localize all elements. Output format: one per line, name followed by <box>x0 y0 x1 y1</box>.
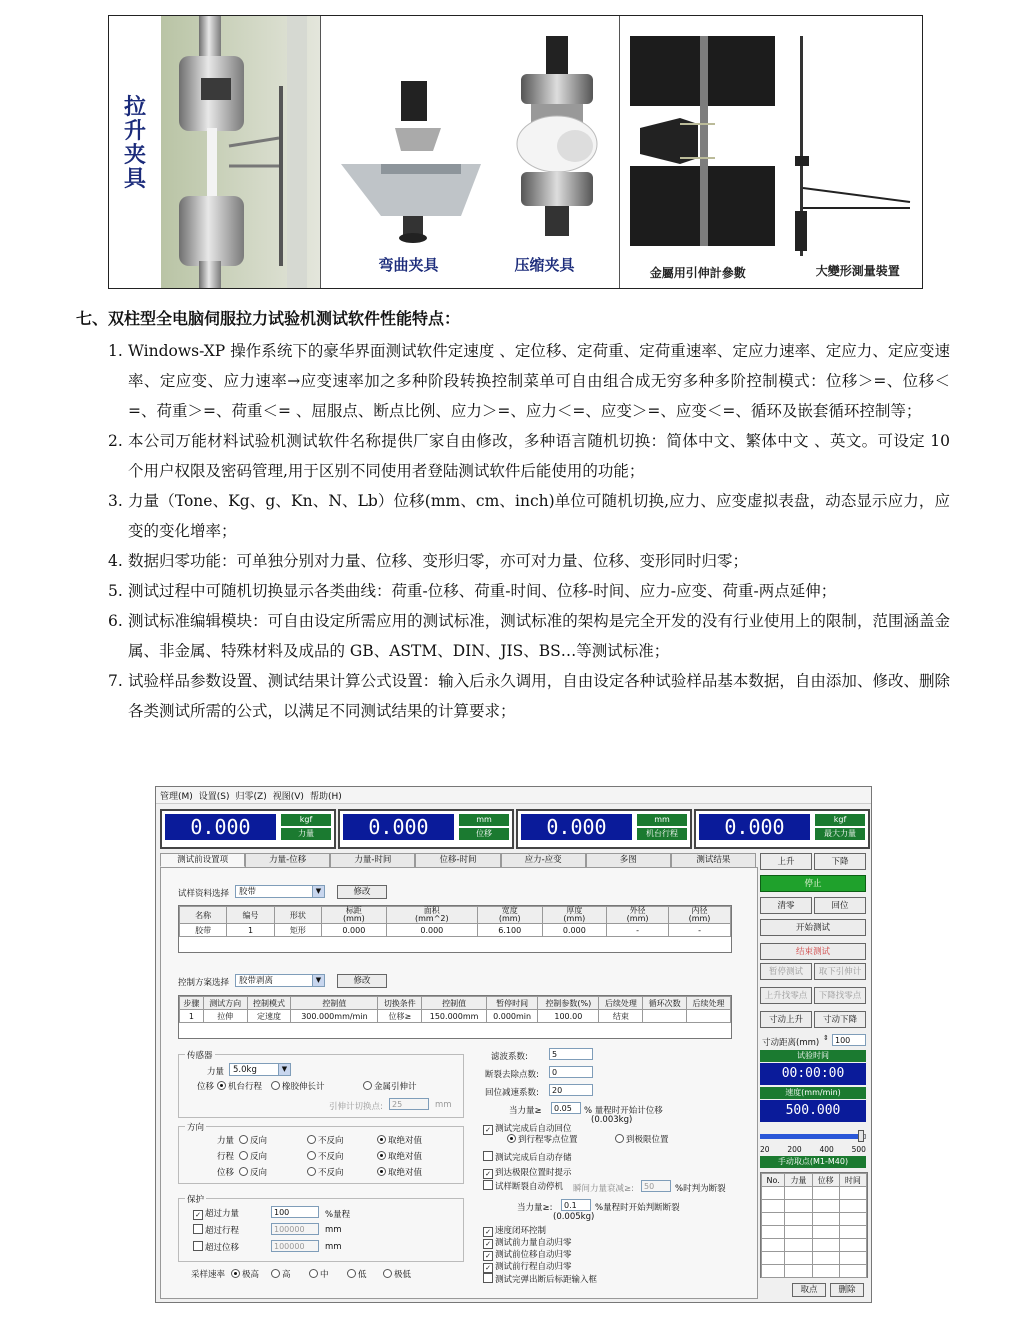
item-number: 1. <box>108 342 123 360</box>
slider-tick: 200 <box>787 1145 802 1154</box>
manual-pick-label: 手动取点(M1-M40) <box>760 1156 866 1168</box>
return-decel-input[interactable]: 20 <box>549 1084 593 1096</box>
judge-threshold-note: (0.005kg) <box>553 1212 595 1222</box>
start-threshold-note: (0.003kg) <box>591 1115 633 1125</box>
radio-label: 高 <box>282 1270 291 1280</box>
slider-tick: 20 <box>760 1145 770 1154</box>
feature-item-5 <box>108 576 950 606</box>
radio-travel-noreverse[interactable] <box>307 1150 344 1162</box>
col-header: 控制值 <box>291 997 378 1010</box>
photo-extensometer <box>620 16 922 288</box>
tab-multi-chart[interactable]: 多图 <box>586 853 671 867</box>
checkbox-zero-force[interactable]: ✓ 测试前力量自动归零 <box>483 1236 572 1249</box>
start-threshold-prefix: 当力量≥ <box>509 1106 542 1116</box>
over-displacement-unit: mm <box>325 1242 342 1252</box>
jog-distance-label: 寸动距离(mm) <box>762 1038 820 1048</box>
item-number: 2. <box>108 432 123 450</box>
manual-pick-table <box>760 1172 868 1278</box>
item-number: 7. <box>108 672 123 690</box>
down-find-zero-button[interactable]: 下降找零点 <box>814 987 866 1004</box>
force-range-value: 5.0kg <box>233 1065 257 1075</box>
cell: 6.100 <box>477 924 542 937</box>
display-value: 0.000 <box>521 814 632 840</box>
radio-label: 机台行程 <box>228 1082 263 1092</box>
item-number: 5. <box>108 582 123 600</box>
checkbox-auto-return[interactable]: ✓ 测试完成后自动回位 <box>483 1122 572 1135</box>
col-header: 时间 <box>839 1174 866 1187</box>
material-table <box>178 905 732 953</box>
jog-distance-input[interactable]: 100 <box>832 1034 866 1046</box>
col-header: 后续处理 <box>599 997 643 1010</box>
menu-view[interactable]: 视图(V) <box>272 791 304 802</box>
direction-group <box>178 1123 464 1184</box>
slider-ticks <box>760 1145 866 1154</box>
feature-item-1 <box>108 336 950 426</box>
radio-sampling-very-low[interactable] <box>383 1268 411 1280</box>
table-row <box>762 1226 867 1239</box>
material-select-value: 胶带 <box>239 887 257 897</box>
display-machine-travel <box>516 809 692 849</box>
col-header: 循环次数 <box>643 997 687 1010</box>
force-range-select[interactable] <box>229 1063 291 1076</box>
start-threshold-suffix: % 量程时开始计位移 <box>584 1106 663 1116</box>
checkbox-zero-travel[interactable]: ✓ 测试前行程自动归零 <box>483 1260 572 1273</box>
control-select[interactable] <box>235 974 325 987</box>
material-edit-button[interactable]: 修改 <box>337 885 387 899</box>
end-test-button[interactable]: 结束测试 <box>760 943 866 960</box>
display-displacement <box>338 809 514 849</box>
filter-label: 滤波系数: <box>491 1052 528 1062</box>
table-row[interactable] <box>180 1010 731 1023</box>
protection-group <box>178 1195 464 1262</box>
sensor-group <box>178 1051 464 1118</box>
tab-pre-test-settings[interactable]: 测试前设置项 <box>160 853 245 867</box>
radio-label: 低 <box>358 1270 367 1280</box>
radio-return-zero[interactable] <box>507 1133 578 1145</box>
software-screenshot <box>155 786 872 1303</box>
pause-test-button[interactable]: 暂停测试 <box>760 963 812 980</box>
up-button[interactable]: 上升 <box>760 853 812 870</box>
feature-item-4 <box>108 546 950 576</box>
chevron-down-icon: ▼ <box>312 886 324 897</box>
radio-label: 中 <box>320 1270 329 1280</box>
fixture-photo-strip <box>108 15 923 289</box>
cell: 矩形 <box>274 924 321 937</box>
col-header: 力量 <box>785 1174 812 1187</box>
photo-tensile-grip <box>109 16 321 288</box>
section-heading: 七、双柱型全电脑伺服拉力试验机测试软件性能特点： <box>76 309 461 328</box>
direction-row-displacement: 位移 <box>217 1168 235 1178</box>
table-row <box>762 1187 867 1200</box>
radio-return-limit[interactable] <box>615 1133 669 1145</box>
drop-threshold-label: 瞬间力量衰减≥: <box>573 1184 634 1194</box>
radio-label: 不反向 <box>318 1136 344 1146</box>
col-header: 厚度 (mm) <box>542 907 607 924</box>
checkbox-zero-displacement[interactable]: ✓ 测试前位移自动归零 <box>483 1248 572 1261</box>
cell: 0.000min <box>486 1010 537 1023</box>
over-travel-unit: mm <box>325 1225 342 1235</box>
radio-label: 不反向 <box>318 1168 344 1178</box>
display-max-force <box>694 809 870 849</box>
radio-disp-reverse[interactable] <box>239 1166 267 1178</box>
extensometer-illustration <box>620 16 922 288</box>
pick-point-button[interactable]: 取点 <box>792 1283 826 1297</box>
item-text: 测试标准编辑模块：可自由设定所需应用的测试标准，测试标准的架构是完全开发的没有行业使用上的限制，范围涵盖金属、非金属、特殊材料及成品的 GB、ASTM、DIN、JIS、BS…等测试标准； <box>128 612 950 660</box>
feature-item-2 <box>108 426 950 486</box>
table-row <box>762 1252 867 1265</box>
menu-zero[interactable]: 归零(Z) <box>235 791 267 802</box>
judge-threshold-prefix: 当力量≥: <box>517 1203 553 1213</box>
over-force-unit: %量程 <box>325 1210 351 1220</box>
table-row <box>762 1213 867 1226</box>
drop-threshold-input[interactable]: 50 <box>641 1180 671 1192</box>
radio-metal-extensometer[interactable] <box>363 1080 417 1092</box>
return-decel-label: 回位减速系数: <box>485 1088 539 1098</box>
slider-thumb[interactable] <box>858 1130 864 1142</box>
control-table <box>178 995 732 1039</box>
delete-point-button[interactable]: 删除 <box>830 1283 864 1297</box>
slider-tick: 500 <box>851 1145 866 1154</box>
col-header: 后续处理 <box>687 997 731 1010</box>
feature-list <box>108 336 950 726</box>
item-number: 6. <box>108 612 123 630</box>
checkbox-label: 超过位移 <box>205 1243 240 1253</box>
caption-large-deformation: 大變形測量裝置 <box>815 264 900 278</box>
speed-label: 速度(mm/min) <box>760 1087 866 1099</box>
radio-force-noreverse[interactable] <box>307 1134 344 1146</box>
radio-label: 反向 <box>250 1152 268 1162</box>
cell: 0.000 <box>322 924 387 937</box>
display-force <box>160 809 336 849</box>
cell: 100.00 <box>538 1010 599 1023</box>
display-unit: kgf <box>815 814 865 826</box>
cell <box>687 1010 731 1023</box>
test-time-label: 试验时间 <box>760 1050 866 1062</box>
display-label: 最大力量 <box>815 828 865 840</box>
material-select-label: 试样资料选择 <box>178 889 230 899</box>
col-header: No. <box>762 1174 785 1187</box>
checkbox-label: 测试前行程自动归零 <box>495 1262 572 1272</box>
display-unit: mm <box>637 814 687 826</box>
cell: 定速度 <box>247 1010 291 1023</box>
radio-rubber-extensometer[interactable] <box>271 1080 325 1092</box>
checkbox-label: 速度闭环控制 <box>495 1226 547 1236</box>
break-points-label: 断裂去除点数: <box>485 1070 539 1080</box>
menu-manage[interactable]: 管理(M) <box>160 791 193 802</box>
jog-down-button[interactable]: 寸动下降 <box>814 1011 866 1028</box>
checkbox-label: 到达极限位置时提示 <box>495 1168 572 1178</box>
checkbox-limit-prompt[interactable]: ✓ 到达极限位置时提示 <box>483 1166 572 1179</box>
cell: 150.000mm <box>422 1010 487 1023</box>
feature-item-6 <box>108 606 950 666</box>
tab-force-time[interactable]: 力量-时间 <box>330 853 415 867</box>
cell: 拉伸 <box>203 1010 247 1023</box>
tensile-grip-illustration <box>109 16 321 288</box>
col-header: 控制参数(%) <box>538 997 599 1010</box>
checkbox-gauge-popup[interactable] <box>483 1273 597 1285</box>
tab-force-displacement[interactable]: 力量-位移 <box>245 853 330 867</box>
switch-point-unit: mm <box>435 1100 452 1110</box>
chevron-down-icon: ▼ <box>278 1064 290 1075</box>
col-header: 形状 <box>274 907 321 924</box>
up-find-zero-button[interactable]: 上升找零点 <box>760 987 812 1004</box>
chevron-down-icon: ▼ <box>312 975 324 986</box>
display-label: 机台行程 <box>637 828 687 840</box>
cell: 胶带 <box>180 924 227 937</box>
checkbox-label: 试样断裂自动停机 <box>495 1182 564 1192</box>
cell <box>643 1010 687 1023</box>
item-text: 测试过程中可随机切换显示各类曲线：荷重-位移、荷重-时间、位移-时间、应力-应变、荷重-两点延伸； <box>128 582 837 600</box>
switch-point-input[interactable]: 25 <box>389 1098 429 1110</box>
cell: 1 <box>227 924 274 937</box>
break-points-input[interactable]: 0 <box>549 1066 593 1078</box>
feature-item-7 <box>108 666 950 726</box>
over-displacement-input[interactable]: 100000 <box>271 1240 319 1252</box>
col-header: 名称 <box>180 907 227 924</box>
radio-label: 取绝对值 <box>388 1152 423 1162</box>
table-header-row <box>762 1174 867 1187</box>
return-button[interactable]: 回位 <box>814 897 866 914</box>
drop-threshold-suffix: %时判为断裂 <box>675 1184 726 1194</box>
radio-label: 极高 <box>242 1270 260 1280</box>
checkbox-over-force[interactable]: ✓ 超过力量 <box>193 1207 239 1220</box>
item-text: 本公司万能材料试验机测试软件名称提供厂家自由修改，多种语言随机切换：简体中文、繁体中文 、英文。可设定 10 个用户权限及密码管理,用于区别不同使用者登陆测试软件后能使用的功能； <box>128 432 950 480</box>
radio-label: 到行程零点位置 <box>518 1135 578 1145</box>
cell: 位移≥ <box>378 1010 422 1023</box>
item-number: 4. <box>108 552 123 570</box>
cell: 0.000 <box>386 924 477 937</box>
col-header: 内径 (mm) <box>669 907 731 924</box>
radio-disp-abs[interactable] <box>377 1166 422 1178</box>
tab-bar <box>160 853 756 867</box>
menu-bar <box>156 787 872 804</box>
speed-slider[interactable] <box>760 1130 866 1144</box>
display-unit: kgf <box>281 814 331 826</box>
tab-displacement-time[interactable]: 位移-时间 <box>415 853 500 867</box>
display-value: 0.000 <box>165 814 276 840</box>
item-text: Windows-XP 操作系统下的豪华界面测试软件定速度 、定位移、定荷重、定荷重速率、定应力速率、定应力、定应变速率、定应变、应力速率→应变速率加之多种阶段转换控制菜单可自由组合成无穷多种多阶控制模式：位移＞=、位移＜=、荷重＞=、荷重＜= 、屈服点、断点比例、应力＞=、应力＜=、应变＞=、应变＜=、循环及嵌套循环控制等； <box>128 342 950 420</box>
direction-row-travel: 行程 <box>217 1152 235 1162</box>
checkbox-label: 超过力量 <box>205 1209 240 1219</box>
start-threshold-input[interactable]: 0.05 <box>551 1102 581 1114</box>
table-header-row <box>180 907 731 924</box>
col-header: 切换条件 <box>378 997 422 1010</box>
group-title: 保护 <box>187 1195 205 1205</box>
col-header: 编号 <box>227 907 274 924</box>
checkbox-label: 超过行程 <box>205 1226 240 1236</box>
caption-metal-extensometer: 金屬用引伸計參數 <box>649 266 746 280</box>
display-unit: mm <box>459 814 509 826</box>
tab-stress-strain[interactable]: 应力-应变 <box>501 853 586 867</box>
sampling-rate-label: 采样速率 <box>191 1270 226 1280</box>
checkbox-label: 测试完弹出断后标距输入框 <box>495 1275 598 1285</box>
display-label: 位移 <box>459 828 509 840</box>
slider-fill <box>760 1134 858 1139</box>
cell: 0.000 <box>542 924 607 937</box>
stop-button[interactable]: 停止 <box>760 875 866 892</box>
menu-help[interactable]: 帮助(H) <box>309 791 342 802</box>
checkbox-label: 测试完成后自动回位 <box>495 1124 572 1134</box>
tab-test-results[interactable]: 测试结果 <box>671 853 756 867</box>
filter-input[interactable]: 5 <box>549 1048 593 1060</box>
radio-label: 极低 <box>394 1270 412 1280</box>
display-label: 力量 <box>281 828 331 840</box>
col-header: 标距 (mm) <box>322 907 387 924</box>
radio-label: 反向 <box>250 1136 268 1146</box>
item-number: 3. <box>108 492 123 510</box>
bend-compress-illustration <box>321 16 619 288</box>
over-force-input[interactable]: 100 <box>271 1206 319 1218</box>
table-header-row <box>180 997 731 1010</box>
col-header: 外径 (mm) <box>607 907 669 924</box>
item-text: 试验样品参数设置、测试结果计算公式设置：输入后永久调用，自由设定各种试验样品基本数据，自由添加、修改、删除各类测试所需的公式，以满足不同测试结果的计算要求； <box>128 672 950 720</box>
radio-label: 不反向 <box>318 1152 344 1162</box>
cell: - <box>669 924 731 937</box>
cell: 300.000mm/min <box>291 1010 378 1023</box>
checkbox-over-displacement[interactable] <box>193 1241 239 1253</box>
col-header: 测试方向 <box>203 997 247 1010</box>
col-header: 面积 (mm^2) <box>386 907 477 924</box>
radio-label: 金属引伸计 <box>374 1082 417 1092</box>
item-text: 力量（Tone、Kg、g、Kn、N、Lb）位移(mm、cm、inch)单位可随机切换,应力、应变虚拟表盘，动态显示应力，应变的变化增率； <box>128 492 950 540</box>
direction-row-force: 力量 <box>217 1136 235 1146</box>
control-edit-button[interactable]: 修改 <box>337 974 387 988</box>
radio-label: 取绝对值 <box>388 1136 423 1146</box>
item-text: 数据归零功能：可单独分别对力量、位移、变形归零，亦可对力量、位移、变形同时归零； <box>128 552 749 570</box>
display-value: 0.000 <box>699 814 810 840</box>
col-header: 宽度 (mm) <box>477 907 542 924</box>
col-header: 位移 <box>812 1174 839 1187</box>
control-select-label: 控制方案选择 <box>178 978 230 988</box>
settings-panel <box>160 867 758 1299</box>
radio-sampling-very-high[interactable] <box>231 1268 259 1280</box>
radio-label: 到极限位置 <box>626 1135 669 1145</box>
checkbox-auto-save[interactable] <box>483 1151 572 1163</box>
judge-threshold-input[interactable]: 0.1 <box>561 1199 591 1211</box>
group-title: 传感器 <box>187 1051 213 1061</box>
radio-force-reverse[interactable] <box>239 1134 267 1146</box>
radio-label: 取绝对值 <box>388 1168 423 1178</box>
display-value: 0.000 <box>343 814 454 840</box>
caption-bend-fixture: 弯曲夹具 <box>378 256 439 274</box>
menu-settings[interactable]: 设置(S) <box>198 791 230 802</box>
checkbox-label: 测试前位移自动归零 <box>495 1250 572 1260</box>
radio-sampling-low[interactable] <box>347 1268 367 1280</box>
col-header: 暂停时间 <box>486 997 537 1010</box>
remove-extensometer-button[interactable]: 取下引伸计 <box>814 963 866 980</box>
radio-travel-abs[interactable] <box>377 1150 422 1162</box>
table-row <box>762 1200 867 1213</box>
table-row <box>762 1265 867 1278</box>
test-time-value: 00:00:00 <box>760 1063 866 1085</box>
radio-sampling-high[interactable] <box>271 1268 291 1280</box>
radio-machine-travel[interactable] <box>217 1080 262 1092</box>
radio-label: 反向 <box>250 1168 268 1178</box>
radio-disp-noreverse[interactable] <box>307 1166 344 1178</box>
start-test-button[interactable]: 开始测试 <box>760 919 866 936</box>
down-button[interactable]: 下降 <box>814 853 866 870</box>
checkbox-over-travel[interactable] <box>193 1224 239 1236</box>
table-row <box>762 1239 867 1252</box>
col-header: 控制模式 <box>247 997 291 1010</box>
group-title: 方向 <box>187 1123 205 1133</box>
radio-label: 橡胶伸长计 <box>282 1082 325 1092</box>
label-lift-fixture: 拉升夹具 <box>123 95 146 192</box>
cell: - <box>607 924 669 937</box>
spin-arrows-icon[interactable]: ⇕ <box>823 1034 829 1042</box>
control-select-value: 胶带剥离 <box>239 976 274 986</box>
feature-item-3 <box>108 486 950 546</box>
checkbox-speed-loop[interactable]: ✓ 速度闭环控制 <box>483 1224 546 1237</box>
jog-up-button[interactable]: 寸动上升 <box>760 1011 812 1028</box>
checkbox-label: 测试完成后自动存储 <box>495 1153 572 1163</box>
photo-bend-compress <box>321 16 619 288</box>
cell: 结束 <box>599 1010 643 1023</box>
over-travel-input[interactable]: 100000 <box>271 1223 319 1235</box>
slider-tick: 400 <box>819 1145 834 1154</box>
checkbox-break-stop[interactable] <box>483 1180 563 1192</box>
displacement-label: 位移 <box>197 1082 215 1092</box>
radio-travel-reverse[interactable] <box>239 1150 267 1162</box>
radio-sampling-medium[interactable] <box>309 1268 329 1280</box>
force-range-label: 力量 <box>207 1067 225 1077</box>
col-header: 步骤 <box>180 997 204 1010</box>
caption-compress-fixture: 压缩夹具 <box>514 256 575 274</box>
col-header: 控制值 <box>422 997 487 1010</box>
speed-value: 500.000 <box>760 1100 866 1122</box>
material-select[interactable] <box>235 885 325 898</box>
table-row[interactable] <box>180 924 731 937</box>
judge-threshold-suffix: %量程时开始判断断裂 <box>595 1203 680 1213</box>
cell: 1 <box>180 1010 204 1023</box>
checkbox-label: 测试前力量自动归零 <box>495 1238 572 1248</box>
radio-force-abs[interactable] <box>377 1134 422 1146</box>
clear-button[interactable]: 清零 <box>760 897 812 914</box>
switch-point-label: 引伸计切换点: <box>329 1102 383 1112</box>
